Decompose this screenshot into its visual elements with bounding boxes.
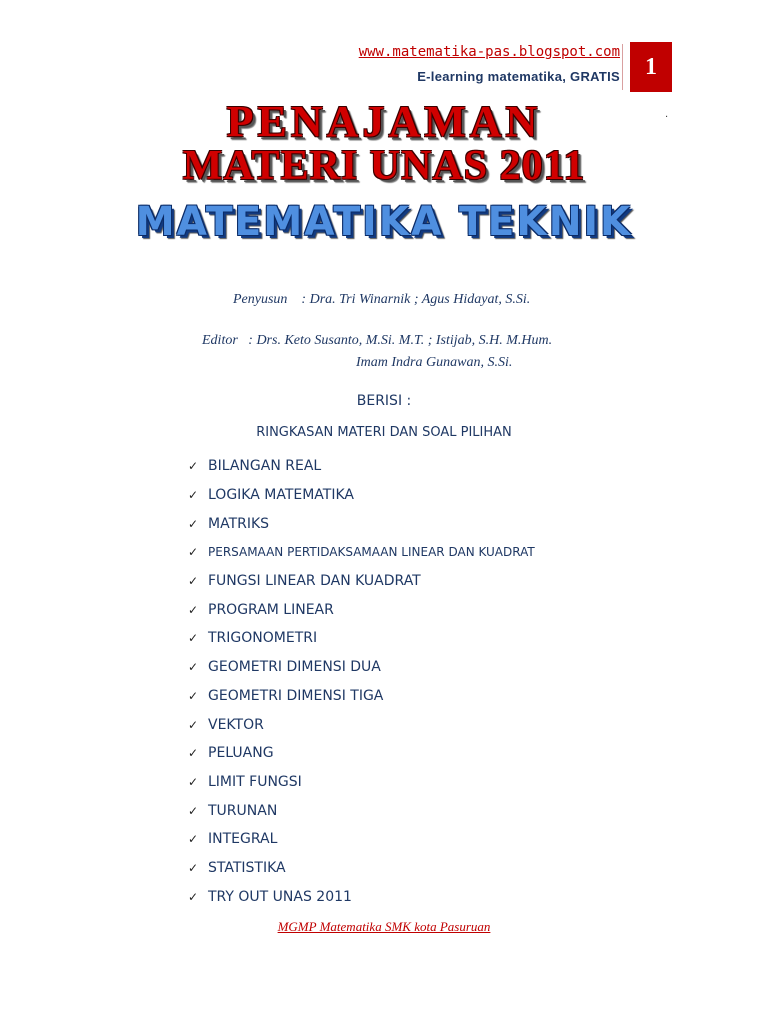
- topic-label: PERSAMAAN PERTIDAKSAMAAN LINEAR DAN KUADRAT: [208, 545, 535, 560]
- topic-label: MATRIKS: [208, 515, 270, 532]
- list-item: [188, 739, 535, 768]
- checkmark-icon: ✓: [188, 688, 199, 703]
- list-item: [188, 509, 535, 538]
- list-item: [188, 882, 535, 911]
- list-item: [188, 768, 535, 797]
- checkmark-icon: ✓: [188, 746, 199, 761]
- contents-summary: RINGKASAN MATERI DAN SOAL PILIHAN: [256, 425, 512, 440]
- list-item: [188, 682, 535, 711]
- topic-label: PELUANG: [208, 745, 274, 762]
- topic-label: INTEGRAL: [208, 831, 278, 848]
- checkmark-icon: ✓: [188, 602, 199, 617]
- topic-label: TURUNAN: [208, 802, 278, 819]
- contents-heading: BERISI :: [356, 393, 412, 409]
- list-item: [188, 452, 535, 481]
- checkmark-icon: ✓: [188, 459, 199, 474]
- header-divider: [622, 44, 623, 90]
- editor-credit-continued: Imam Indra Gunawan, S.Si.: [356, 355, 513, 370]
- title-line-1: PENAJAMAN: [226, 97, 542, 146]
- topic-label: TRIGONOMETRI: [208, 630, 318, 647]
- topic-label: FUNGSI LINEAR DAN KUADRAT: [208, 573, 421, 590]
- list-item: [188, 653, 535, 682]
- header-subtitle: E-learning matematika, GRATIS: [417, 69, 620, 84]
- checkmark-icon: ✓: [188, 832, 199, 847]
- checkmark-icon: ✓: [188, 631, 199, 646]
- list-item: [188, 624, 535, 653]
- checkmark-icon: ✓: [188, 717, 199, 732]
- topic-label: PROGRAM LINEAR: [208, 601, 334, 618]
- list-item: [188, 825, 535, 854]
- checkmark-icon: ✓: [188, 889, 199, 904]
- list-item: [188, 567, 535, 596]
- topic-label: BILANGAN REAL: [208, 458, 322, 475]
- title-line-2: MATERI UNAS 2011: [182, 143, 586, 189]
- topic-label: TRY OUT UNAS 2011: [208, 888, 352, 905]
- topic-label: LIMIT FUNGSI: [208, 773, 302, 790]
- topic-label: LOGIKA MATEMATIKA: [208, 487, 354, 504]
- list-item: [188, 481, 535, 510]
- topic-list: [188, 452, 535, 911]
- checkmark-icon: ✓: [188, 545, 199, 560]
- topic-label: STATISTIKA: [208, 859, 286, 876]
- checkmark-icon: ✓: [188, 660, 199, 675]
- header-url[interactable]: www.matematika-pas.blogspot.com: [358, 44, 620, 60]
- decorative-dot: .: [665, 109, 669, 120]
- checkmark-icon: ✓: [188, 860, 199, 875]
- list-item: [188, 595, 535, 624]
- checkmark-icon: ✓: [188, 774, 199, 789]
- title-line-3: MATEMATIKA TEKNIK: [135, 199, 633, 245]
- page-number-badge: 1: [630, 42, 672, 92]
- editor-credit: Editor : Drs. Keto Susanto, M.Si. M.T. ; Istijab, S.H. M.Hum.: [202, 333, 553, 348]
- topic-label: VEKTOR: [208, 716, 264, 733]
- list-item: [188, 710, 535, 739]
- checkmark-icon: ✓: [188, 488, 199, 503]
- topic-label: GEOMETRI DIMENSI DUA: [208, 659, 381, 676]
- list-item: [188, 854, 535, 883]
- author-credit: Penyusun : Dra. Tri Winarnik ; Agus Hidayat, S.Si.: [233, 292, 531, 307]
- list-item: [188, 796, 535, 825]
- topic-label: GEOMETRI DIMENSI TIGA: [208, 687, 384, 704]
- list-item: [188, 538, 535, 567]
- checkmark-icon: ✓: [188, 574, 199, 589]
- checkmark-icon: ✓: [188, 516, 199, 531]
- footer-credit: MGMP Matematika SMK kota Pasuruan: [277, 919, 491, 934]
- checkmark-icon: ✓: [188, 803, 199, 818]
